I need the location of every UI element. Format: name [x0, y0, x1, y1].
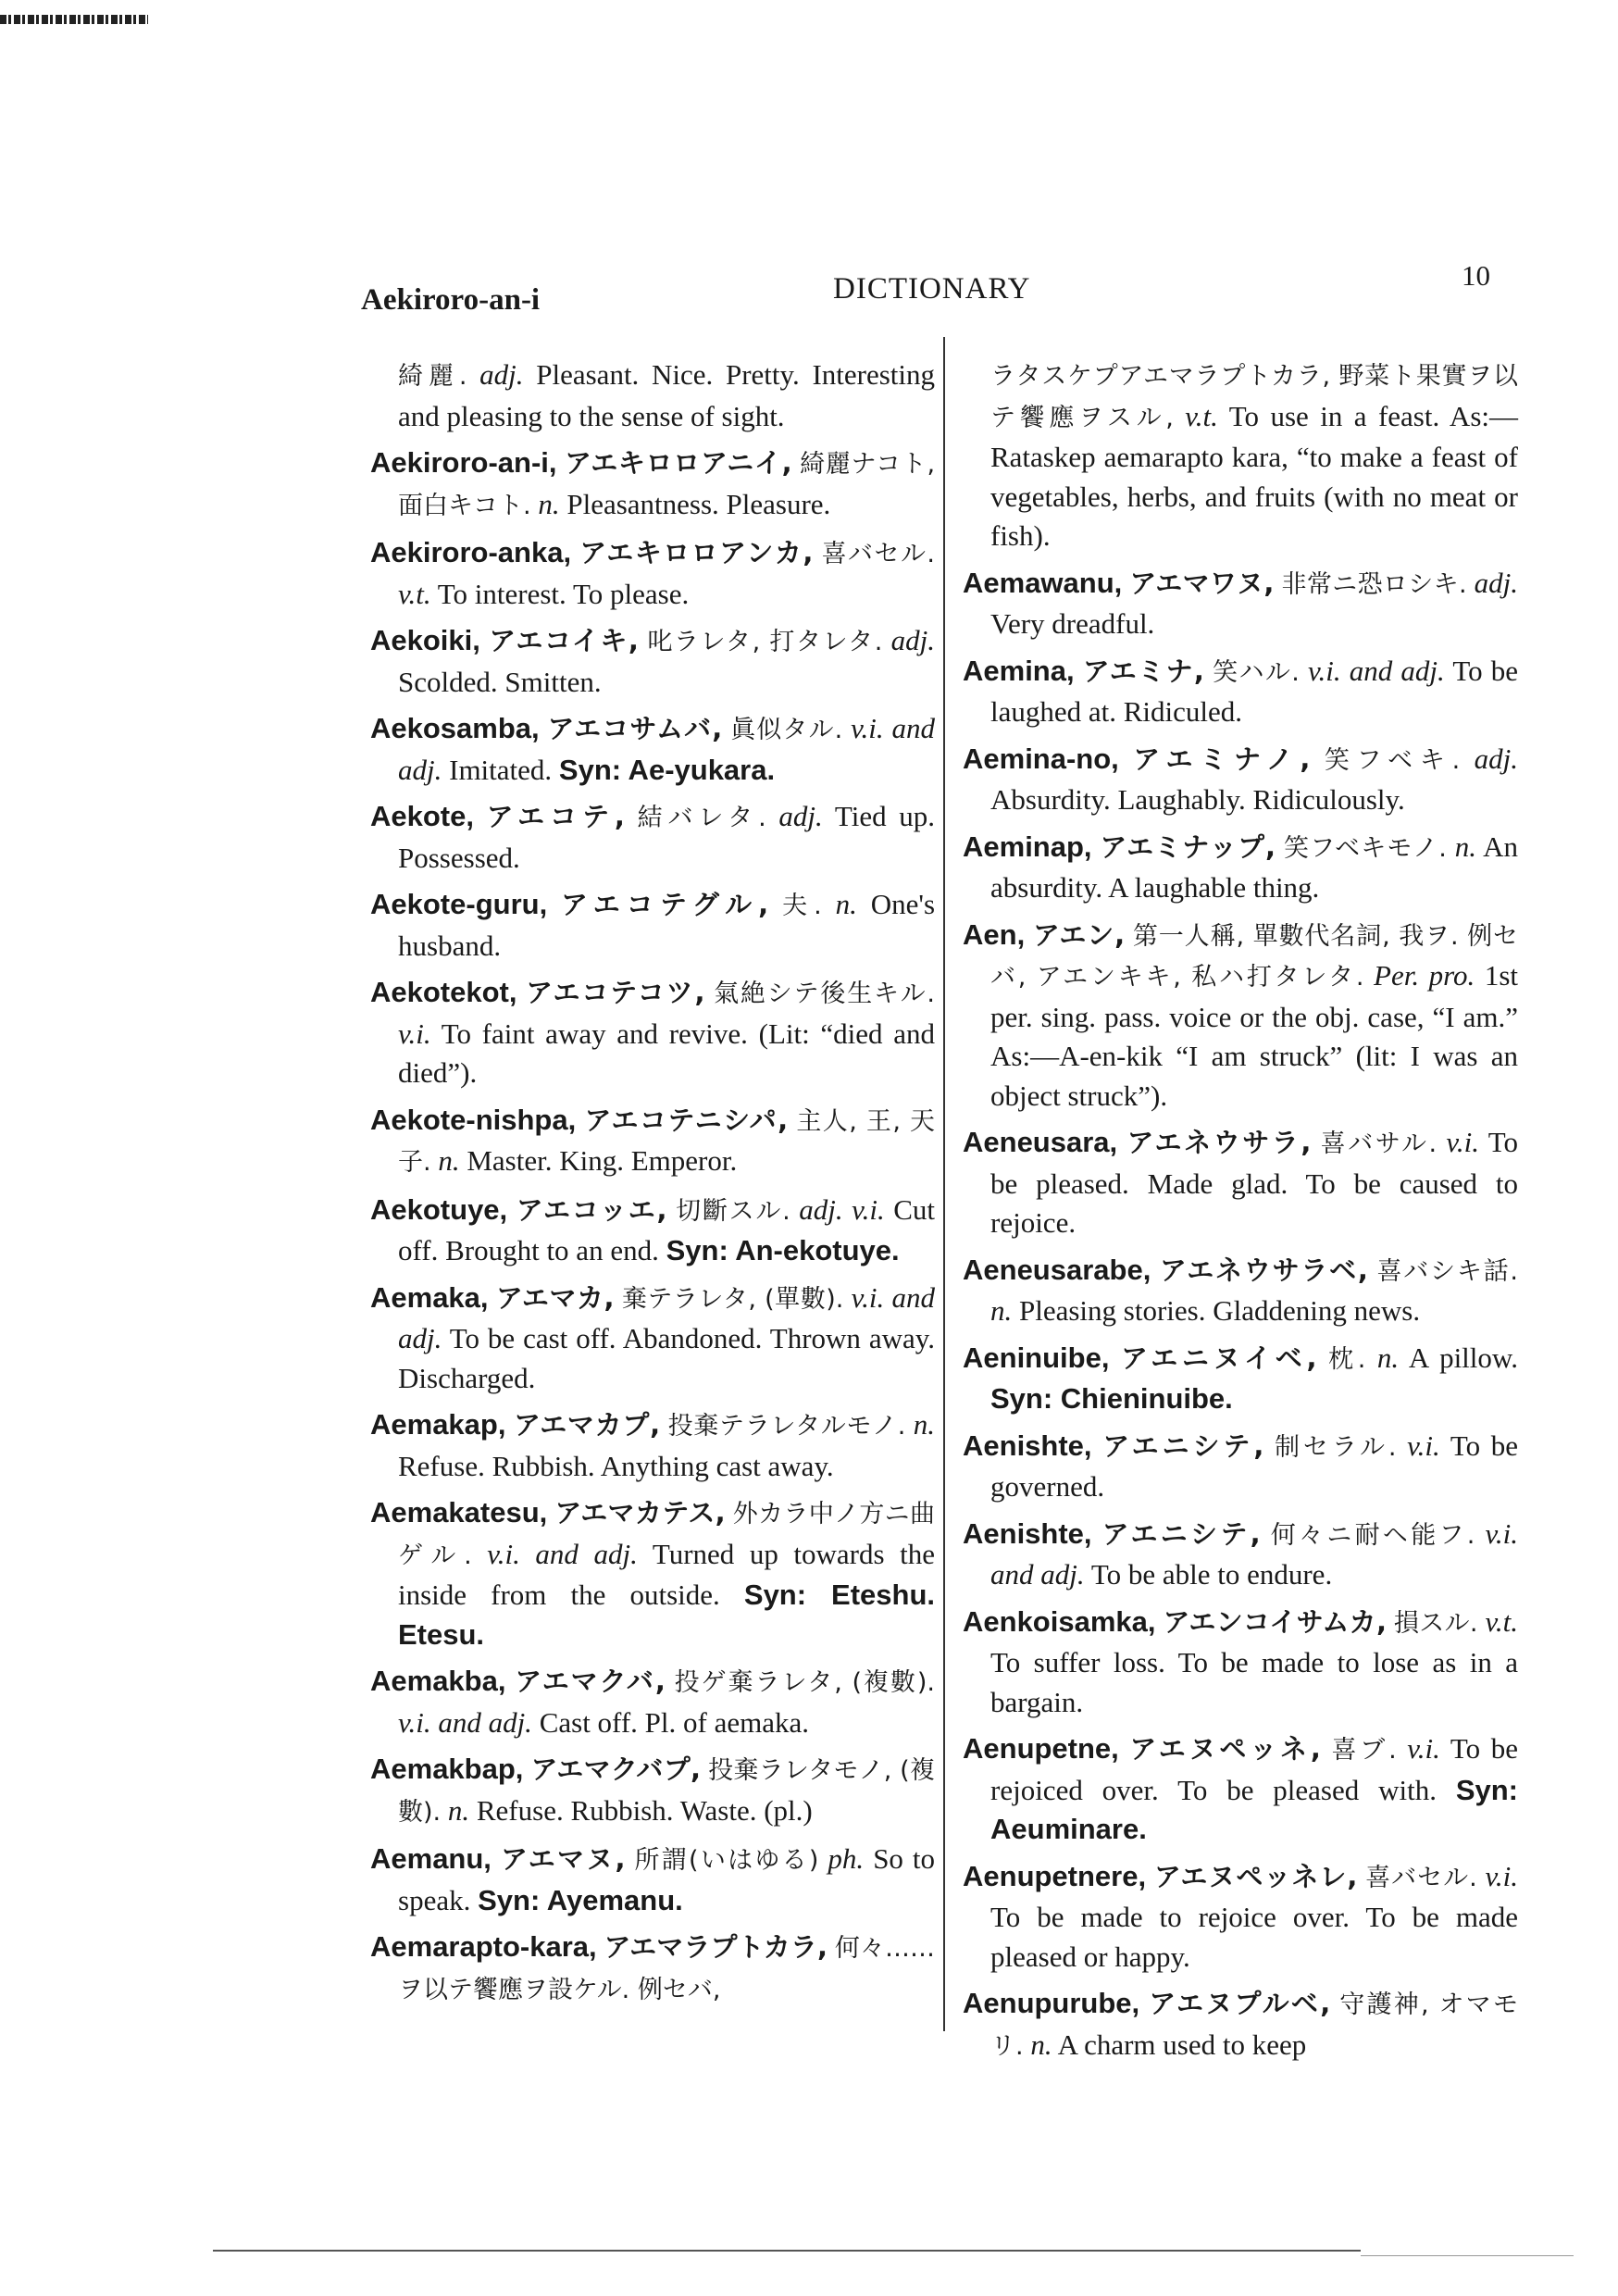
japanese-gloss: 眞似タル. [730, 716, 843, 744]
synonym: Syn: Ae-yukara. [558, 753, 776, 786]
grammar-tag: n. [1030, 2028, 1052, 2061]
japanese-gloss: 夫. [782, 892, 822, 920]
katakana-reading: アエマカプ, [513, 1409, 661, 1441]
headword: Aemanu, [370, 1842, 492, 1875]
grammar-tag: adj. [890, 624, 936, 656]
headword: Aekotekot, [370, 976, 517, 1008]
dictionary-entry [370, 1928, 935, 2010]
english-definition: Turned up towards the inside from the outside. [398, 1537, 936, 1611]
english-definition: To be pleased. Made glad. To be caused to rejoice. [990, 1126, 1519, 1239]
grammar-tag: ph. [828, 1842, 865, 1875]
grammar-tag: adj. [778, 800, 823, 832]
japanese-gloss: 切斷スル. [676, 1196, 790, 1226]
grammar-tag: n. [1454, 830, 1476, 863]
japanese-gloss: 笑ハル. [1213, 657, 1300, 687]
grammar-tag: Per. pro. [1374, 959, 1475, 992]
katakana-reading: アエコテグル, [561, 889, 769, 920]
grammar-tag: n. [447, 1793, 470, 1827]
headword: Aekosamba, [370, 712, 540, 744]
japanese-gloss: 棄テラレタ, (單數). [621, 1284, 844, 1314]
english-definition: To be rejoiced over. To be pleased with. [990, 1732, 1518, 1806]
synonym: Syn: Aeuminare. [990, 1773, 1518, 1845]
english-definition: To use in a feast. As:—Rataskep aemarapto kara, “to make a feast of vegetables, herbs, and fruits (with no meat or fish). [990, 399, 1518, 552]
column-divider [943, 337, 945, 2031]
grammar-tag: v.t. [398, 577, 431, 610]
english-definition: To be cast off. Abandoned. Thrown away. Discharged. [398, 1322, 935, 1394]
headword: Aemina, [963, 654, 1075, 687]
katakana-reading: アエキロロアンカ, [579, 537, 814, 568]
japanese-gloss: 喜バサル. [1320, 1129, 1438, 1158]
page-header [361, 259, 1490, 324]
synonym: Syn: An-ekotuye. [666, 1234, 900, 1267]
japanese-gloss: 第一人稱, 單數代名詞, 我ヲ. 例セバ, アエンキキ, 私ハ打タレタ. [990, 921, 1519, 992]
japanese-gloss: 投ゲ棄ラレタ, (複數). [674, 1668, 935, 1697]
katakana-reading: アエネウサラベ, [1159, 1254, 1368, 1286]
english-definition: To faint away and revive. (Lit: “died and died”). [398, 1017, 935, 1089]
katakana-reading: アエコテコツ, [526, 977, 705, 1008]
english-definition: One's husband. [398, 888, 936, 962]
grammar-tag: n. [1376, 1341, 1400, 1374]
english-definition: A charm used to keep [1057, 2028, 1307, 2061]
bottom-rule [213, 2250, 1361, 2252]
grammar-tag: v.i. [1407, 1732, 1440, 1765]
grammar-tag: adj. [1474, 566, 1519, 599]
katakana-reading: アエニシテ, [1102, 1429, 1264, 1462]
english-definition: To suffer loss. To be made to lose as in a bargain. [990, 1646, 1518, 1718]
dictionary-entry [963, 1729, 1518, 1850]
japanese-gloss: 氣絶シテ後生キル. [714, 980, 936, 1008]
japanese-gloss: 喜バセル. [1365, 1863, 1477, 1892]
japanese-gloss: 喜バシキ話. [1376, 1256, 1519, 1286]
headword: Aenupetnere, [963, 1859, 1147, 1892]
headword: Aenupurube, [963, 1987, 1140, 2019]
katakana-reading: アエキロロアニイ, [564, 447, 792, 479]
dictionary-entry [370, 1191, 935, 1271]
english-definition: Cast off. Pl. of aemaka. [539, 1705, 809, 1739]
grammar-tag: v.i. [398, 1017, 431, 1050]
headword: Aemakatesu, [370, 1496, 548, 1529]
english-definition: To be made to rejoice over. To be made pleased or happy. [990, 1901, 1518, 1973]
bottom-rule-short [1361, 2255, 1574, 2256]
katakana-reading: アエン, [1032, 918, 1126, 951]
japanese-gloss: 非常ニ恐ロシキ. [1281, 569, 1467, 599]
english-definition: To be able to endure. [1090, 1558, 1333, 1591]
headword: Aenupetne, [963, 1732, 1119, 1765]
headword: Aekiroro-anka, [370, 536, 572, 568]
english-definition: So to speak. [398, 1842, 936, 1916]
dictionary-entry [963, 1123, 1518, 1243]
katakana-reading: アエネウサラ, [1126, 1127, 1312, 1158]
english-definition: Tied up. Possessed. [398, 800, 936, 874]
headword: Aekotuye, [370, 1192, 508, 1226]
japanese-gloss: 損スル. [1394, 1608, 1478, 1638]
grammar-tag: n. [835, 888, 857, 920]
dictionary-entry [370, 885, 935, 966]
dictionary-entry [370, 1279, 935, 1399]
english-definition: Very dreadful. [990, 607, 1155, 640]
grammar-tag: v.t. [1485, 1604, 1519, 1638]
dictionary-entry [370, 709, 935, 790]
grammar-tag: v.i. [1446, 1126, 1479, 1158]
katakana-reading: アエマヌ, [500, 1843, 626, 1875]
katakana-reading: アエコッエ, [516, 1193, 667, 1226]
headword: Aemakbap, [370, 1753, 524, 1785]
dictionary-entry [963, 356, 1518, 556]
english-definition: Pleasantness. Pleasure. [566, 487, 831, 520]
headword: Aekote-guru, [370, 888, 548, 920]
dictionary-entry [963, 1339, 1518, 1419]
katakana-reading: アエマワヌ, [1129, 567, 1275, 599]
english-definition: To be governed. [990, 1429, 1519, 1503]
right-column [963, 356, 1518, 2074]
english-definition: To be laughed at. Ridiculed. [990, 654, 1519, 728]
grammar-tag: v.i. and adj. [990, 1516, 1519, 1591]
japanese-gloss: 笑フベキ. [1324, 745, 1461, 775]
katakana-reading: アエンコイサムカ, [1163, 1605, 1387, 1638]
katakana-reading: アエコイキ, [489, 625, 639, 656]
running-head: Aekiroro-an-i [361, 283, 541, 317]
headword: Aeneusara, [963, 1126, 1118, 1158]
katakana-reading: アエミナノ, [1133, 742, 1311, 775]
japanese-gloss: 主人, 王, 天子. [398, 1106, 935, 1177]
grammar-tag: v.i. and adj. [1308, 654, 1445, 687]
katakana-reading: アエコテニシパ, [584, 1104, 789, 1136]
english-definition: A pillow. [1408, 1341, 1519, 1374]
grammar-tag: adj. [1474, 742, 1519, 775]
japanese-gloss: 喜バセル. [821, 540, 936, 568]
english-definition: Pleasing stories. Gladdening news. [1019, 1294, 1421, 1327]
headword: Aemawanu, [963, 566, 1123, 599]
headword: Aemakap, [370, 1408, 506, 1441]
headword: Aeninuibe, [963, 1341, 1110, 1374]
katakana-reading: アエヌペッネ, [1129, 1733, 1321, 1765]
dictionary-entry [963, 740, 1518, 820]
dictionary-entry [370, 1493, 935, 1654]
katakana-reading: アエヌプルベ, [1149, 1988, 1331, 2019]
katakana-reading: アエマクバプ, [530, 1753, 702, 1785]
english-definition: Refuse. Rubbish. Waste. (pl.) [476, 1793, 813, 1827]
dictionary-entry [963, 652, 1518, 732]
scan-mark [0, 15, 148, 24]
katakana-reading: アエコテ, [486, 801, 625, 832]
grammar-tag: v.i. and adj. [398, 1280, 936, 1354]
headword: Aekiroro-an-i, [370, 446, 557, 479]
english-definition: To interest. To please. [437, 577, 690, 610]
grammar-tag: v.i. and adj. [487, 1537, 638, 1570]
english-definition: Cut off. Brought to an end. [398, 1192, 936, 1267]
dictionary-entry [963, 564, 1518, 644]
katakana-reading: アエミナップ, [1100, 830, 1276, 863]
headword: Aeneusarabe, [963, 1253, 1151, 1286]
japanese-gloss: 守護神, オマモリ. [990, 1990, 1519, 2061]
dictionary-entry [370, 621, 935, 702]
japanese-gloss: 叱ラレタ, 打タレタ. [647, 628, 883, 656]
japanese-gloss: 笑フベキモノ. [1283, 833, 1447, 863]
headword: Aemakba, [370, 1665, 506, 1697]
dictionary-title: DICTIONARY [833, 272, 1031, 306]
katakana-reading: アエマラプトカラ, [604, 1931, 828, 1963]
dictionary-entry [370, 1840, 935, 1920]
japanese-gloss: 投棄テラレタルモノ. [667, 1412, 906, 1441]
dictionary-entry [963, 1251, 1518, 1331]
headword: Aekoiki, [370, 624, 480, 656]
dictionary-entry [370, 797, 935, 878]
dictionary-entry [370, 356, 935, 436]
dictionary-entry [963, 1984, 1518, 2066]
grammar-tag: v.i. and adj. [398, 1705, 532, 1739]
katakana-reading: アエマカ, [495, 1281, 615, 1314]
katakana-reading: アエミナ, [1082, 655, 1204, 687]
dictionary-entry [370, 1405, 935, 1486]
dictionary-entry [963, 1603, 1518, 1723]
headword: Aemina-no, [963, 742, 1119, 775]
headword: Aekote, [370, 800, 474, 832]
synonym: Syn: Eteshu. Etesu. [398, 1578, 935, 1651]
synonym: Syn: Chieninuibe. [990, 1382, 1233, 1415]
english-definition: Refuse. Rubbish. Anything cast away. [398, 1449, 834, 1482]
japanese-gloss: 所謂(いはゆる) [634, 1846, 819, 1875]
japanese-gloss: 外カラ中ノ方ニ曲ゲル. [398, 1500, 936, 1570]
dictionary-entry [370, 1750, 935, 1832]
japanese-gloss: 制セラル. [1275, 1432, 1397, 1462]
katakana-reading: アエニヌイベ, [1120, 1341, 1317, 1374]
english-definition: Pleasant. Nice. Pretty. Interesting and pleasing to the sense of sight. [398, 358, 936, 432]
english-definition: Scolded. Smitten. [398, 665, 602, 698]
japanese-gloss: 何々ニ耐ヘ能フ. [1270, 1520, 1475, 1550]
english-definition: 1st per. sing. pass. voice or the obj. case, “I am.” As:—A-en-kik “I am struck” (lit: I was an object struck”). [990, 959, 1519, 1112]
dictionary-entry [963, 1857, 1518, 1978]
grammar-tag: n. [438, 1144, 460, 1177]
headword: Aenkoisamka, [963, 1604, 1156, 1638]
dictionary-entry [370, 1662, 935, 1742]
headword: Aen, [963, 917, 1026, 951]
dictionary-entry [963, 916, 1518, 1117]
headword: Aenishte, [963, 1429, 1092, 1462]
headword: Aemarapto-kara, [370, 1930, 597, 1963]
katakana-reading: アエマカテス, [554, 1497, 726, 1529]
dictionary-entry [370, 973, 935, 1093]
grammar-tag: n. [990, 1294, 1013, 1327]
headword: Aenishte, [963, 1516, 1092, 1550]
japanese-gloss: 投棄ラレタモノ, (複數). [398, 1756, 936, 1827]
japanese-gloss: 綺麗. [398, 362, 467, 391]
headword: Aekote-nishpa, [370, 1103, 577, 1136]
grammar-tag: v.i. [1407, 1429, 1440, 1462]
dictionary-entry [370, 533, 935, 614]
japanese-gloss: ラタスケプアエマラプトカラ, 野菜ト果實ヲ以テ饗應ヲスル, [990, 362, 1518, 432]
japanese-gloss: 枕. [1327, 1344, 1366, 1374]
katakana-reading: アエヌペッネレ, [1153, 1860, 1358, 1892]
dictionary-entry [370, 443, 935, 526]
english-definition: Absurdity. Laughably. Ridiculously. [990, 783, 1405, 816]
katakana-reading: アエコサムバ, [547, 713, 723, 744]
grammar-tag: v.t. [1185, 399, 1218, 432]
japanese-gloss: 結バレタ. [637, 804, 766, 832]
headword: Aemaka, [370, 1280, 489, 1314]
grammar-tag: n. [538, 487, 560, 520]
page-number: 10 [1462, 259, 1490, 292]
dictionary-entry [963, 828, 1518, 908]
katakana-reading: アエマクバ, [515, 1666, 666, 1697]
grammar-tag: v.i. and adj. [398, 712, 936, 786]
left-column [370, 356, 935, 2017]
dictionary-entry [370, 1101, 935, 1183]
japanese-gloss: 綺麗ナコト, 面白キコト. [398, 450, 936, 520]
english-definition: Imitated. [449, 753, 553, 786]
grammar-tag: adj. [479, 358, 524, 391]
grammar-tag: n. [913, 1408, 935, 1441]
dictionary-entry [963, 1515, 1518, 1595]
grammar-tag: adj. v.i. [799, 1192, 885, 1226]
english-definition: An absurdity. A laughable thing. [990, 830, 1519, 904]
headword: Aeminap, [963, 830, 1092, 863]
katakana-reading: アエニシテ, [1101, 1517, 1261, 1550]
synonym: Syn: Ayemanu. [478, 1883, 683, 1916]
japanese-gloss: 喜ブ. [1331, 1736, 1397, 1765]
grammar-tag: v.i. [1485, 1859, 1519, 1892]
dictionary-entry [963, 1427, 1518, 1507]
english-definition: Master. King. Emperor. [467, 1144, 738, 1177]
japanese-gloss: 何々……ヲ以テ饗應ヲ設ケル. 例セバ, [398, 1934, 936, 2004]
